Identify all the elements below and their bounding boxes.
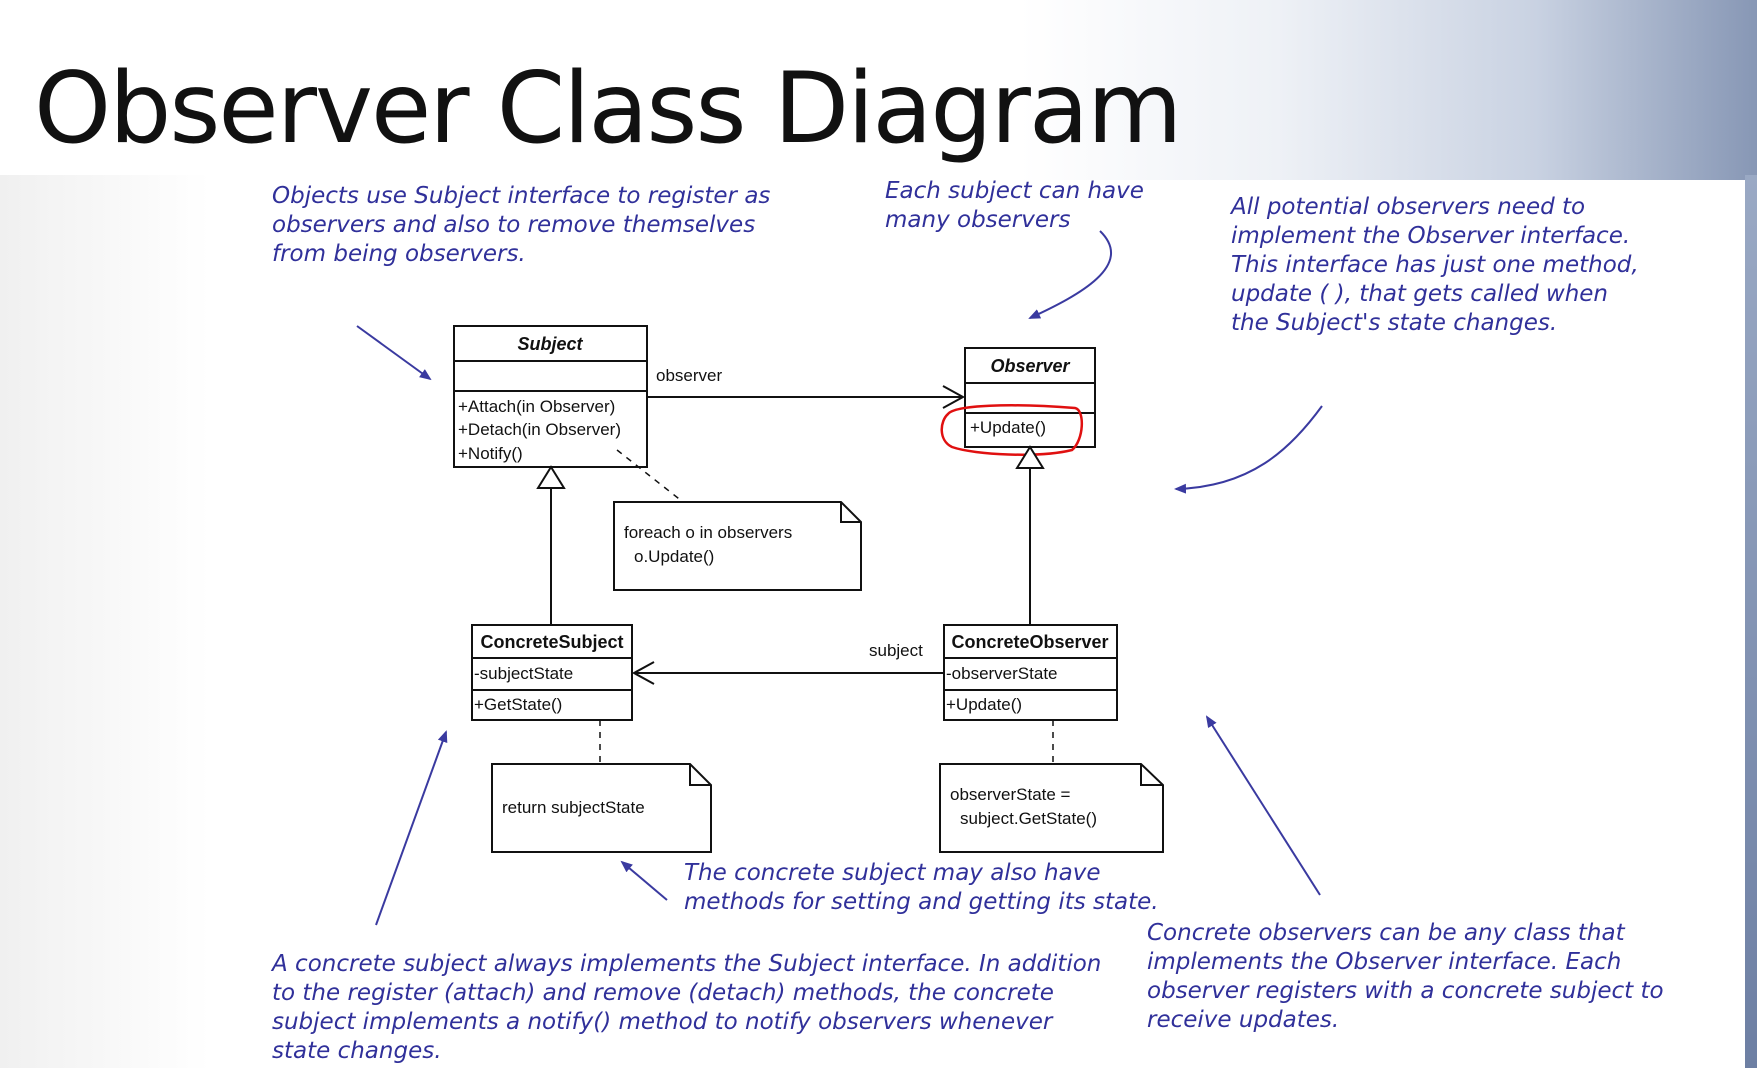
note-getstate: [492, 720, 711, 852]
note-notify-line: o.Update(): [634, 547, 715, 566]
concrete-observer-method: +Update(): [946, 695, 1023, 714]
arrow-concrete-subject-methods: [622, 862, 667, 900]
note-notify-line: foreach o in observers: [624, 523, 793, 542]
arrow-register: [357, 326, 430, 379]
concrete-subject-name: ConcreteSubject: [480, 632, 624, 652]
observer-class-name: Observer: [990, 356, 1070, 376]
association-observer: [647, 366, 963, 408]
subject-class: [454, 326, 647, 467]
subject-class-name: Subject: [517, 334, 583, 354]
arrow-concrete-subject: [376, 732, 446, 925]
slide-title: Observer Class Diagram: [34, 52, 1181, 166]
note-notify: [614, 450, 861, 590]
concrete-subject-attribute: -subjectState: [474, 664, 574, 683]
observer-class: [965, 348, 1095, 447]
concrete-observer-attribute: -observerState: [946, 664, 1058, 683]
subject-method: +Detach(in Observer): [458, 420, 621, 439]
subject-method: +Attach(in Observer): [458, 397, 616, 416]
note-update: [940, 720, 1163, 852]
note-update-line: subject.GetState(): [960, 809, 1098, 828]
annotation-observer-interface: All potential observers need to implement the Observer interface. This interface has just one method, update ( ), that gets called when the Subject's state changes.: [1231, 194, 1639, 336]
concrete-observer-class: [944, 625, 1117, 720]
association-observer-label: observer: [656, 366, 723, 385]
annotation-register: Objects use Subject interface to register as observers and also to remove themselves from being observers.: [272, 183, 771, 267]
association-subject: [634, 641, 944, 684]
observer-method: +Update(): [970, 418, 1047, 437]
note-update-line: observerState =: [950, 785, 1071, 804]
arrow-many-observers: [1030, 231, 1111, 318]
arrow-observer-interface: [1176, 406, 1322, 489]
annotation-concrete-subject: A concrete subject always implements the Subject interface. In addition to the register (attach) and remove (detach) methods, the concrete subject implements a notify() method to notify observers whenever state changes.: [272, 951, 1102, 1064]
concrete-observer-name: ConcreteObserver: [951, 632, 1109, 652]
note-getstate-text: return subjectState: [502, 798, 645, 817]
generalization-observer: [1017, 447, 1043, 625]
annotation-concrete-observers: Concrete observers can be any class that implements the Observer interface. Each observer registers with a concrete subject to receive updates.: [1147, 920, 1664, 1033]
concrete-subject-class: [472, 625, 632, 720]
annotation-concrete-subject-methods: The concrete subject may also have methods for setting and getting its state.: [684, 860, 1159, 915]
arrow-concrete-observers: [1207, 717, 1320, 895]
association-subject-label: subject: [869, 641, 923, 660]
generalization-subject: [538, 467, 564, 625]
subject-method: +Notify(): [458, 444, 523, 463]
annotation-many-observers: Each subject can have many observers: [885, 178, 1144, 233]
concrete-subject-method: +GetState(): [474, 695, 563, 714]
